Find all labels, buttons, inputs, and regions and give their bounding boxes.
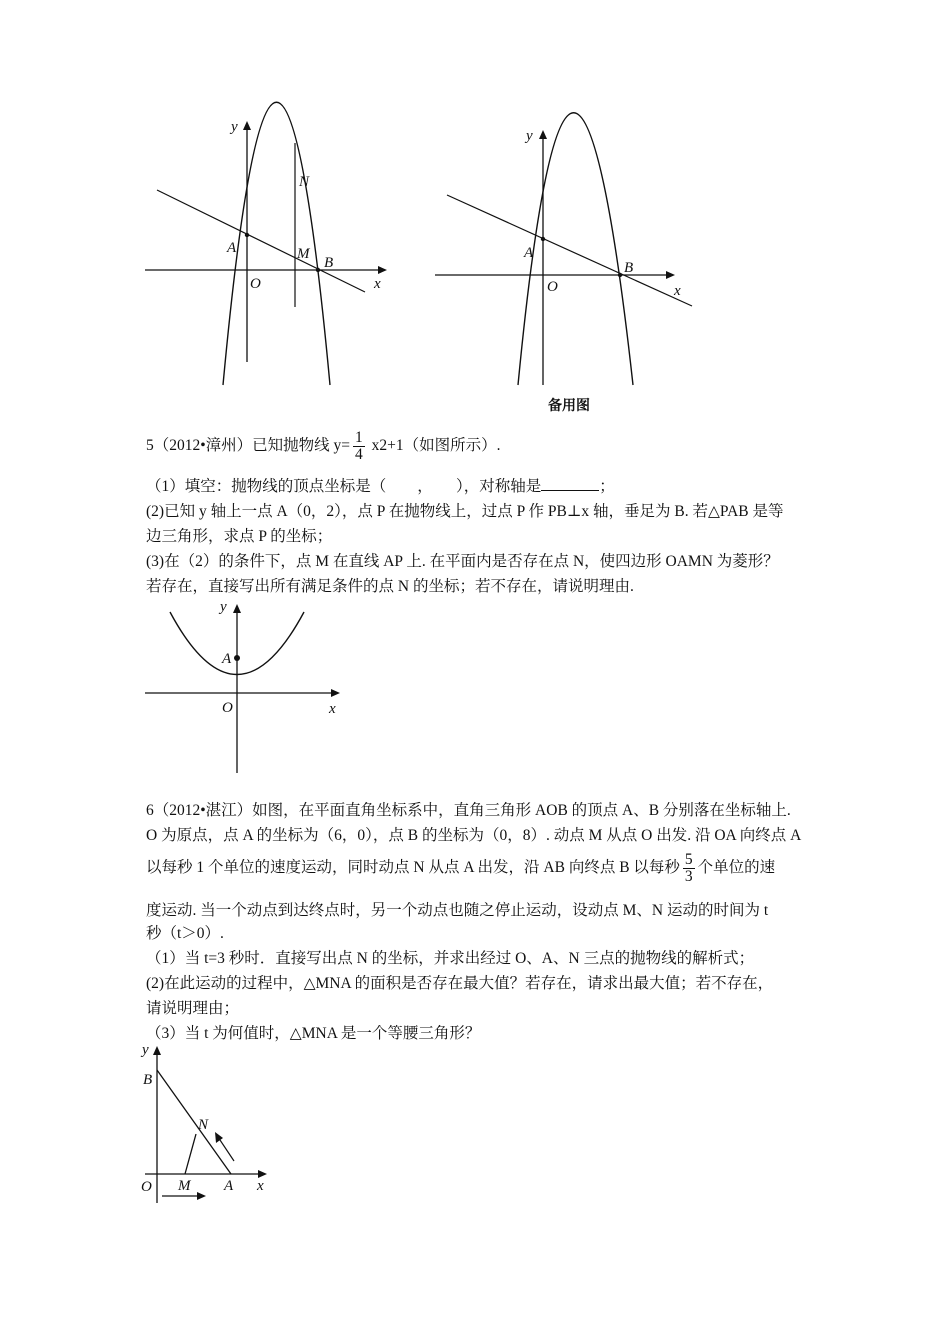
problem5-intro [146,430,501,463]
fig4-y-arrow [153,1046,161,1055]
fig1-x-label: x [374,276,381,292]
fig4-x-label: x [257,1178,264,1194]
fig4-b-label: B [143,1072,153,1088]
fig2-x-arrow [666,271,675,279]
fig4-arrow-n-head [215,1132,223,1143]
fig1-y-label: y [231,119,238,135]
problem5-q1-post: ； [599,478,615,495]
problem6-frac-num: 5 [684,851,693,868]
fig4-a-label: A [224,1178,234,1194]
problem6-q1: （1）当 t=3 秒时．直接写出点 N 的坐标，并求出经过 O、A、N 三点的抛物线的解析式； [146,950,755,967]
problem5-frac-num: 1 [355,429,363,446]
problem6-line3-pre: 以每秒 1 个单位的速度运动，同时动点 N 从点 A 出发，沿 AB 向终点 B 以每秒 [146,859,680,877]
problem5-fraction [353,430,365,463]
problem5-q3-line1: (3)在（2）的条件下，点 M 在直线 AP 上. 在平面内是否存在点 N，使四边形 OAMN 为菱形？ [146,553,779,570]
problem5-q2-line2: 边三角形，求点 P 的坐标； [146,528,333,545]
fig4-segment-ba [157,1070,231,1174]
fig2-y-arrow [539,130,547,139]
fig4-segment-mn [185,1134,196,1174]
fig3-x-arrow [331,689,340,697]
fig2-point-b-dot [618,273,622,277]
fig1-parabola [223,102,330,385]
fig2-b-label: B [624,260,634,276]
fig2-y-label: y [526,128,533,144]
problem6-line3-post: 个单位的速 [697,859,776,877]
fig2-line-ab [447,195,692,306]
fig4-m-label: M [178,1178,191,1194]
fig4-arrow-n-shaft [218,1137,234,1161]
fig4-origin-label: O [141,1179,152,1195]
fig1-n-label: N [299,174,310,190]
fig4-x-arrow [258,1170,267,1178]
fig2-caption: 备用图 [548,397,590,413]
figure-3-parabola [140,595,360,780]
problem6-q2-line2: 请说明理由； [146,1000,240,1017]
fig2-parabola [518,113,633,385]
problem6-frac-den: 3 [684,868,693,885]
problem6-line1: 6（2012•湛江）如图，在平面直角坐标系中，直角三角形 AOB 的顶点 A、B 分别落在坐标轴上. [146,802,791,819]
problem6-line5: 秒（t＞0）. [146,925,224,942]
problem5-q1 [146,474,615,499]
fig1-b-label: B [324,255,334,271]
fig1-origin-label: O [250,276,261,292]
problem6-q3: （3）当 t 为何值时，△MNA 是一个等腰三角形？ [146,1025,481,1042]
fig3-y-label: y [220,599,227,615]
fig4-y-label: y [142,1042,149,1058]
problem6-line2: O 为原点，点 A 的坐标为（6，0），点 B 的坐标为（0，8）. 动点 M 从点 O 出发. 沿 OA 向终点 A [146,827,802,844]
figure-1-parabola-line [140,110,400,395]
fig1-y-arrow [243,121,251,130]
problem6-q2-line1: (2)在此运动的过程中，△MNA 的面积是否存在最大值？若存在，请求出最大值；若不存在， [146,975,774,992]
problem6-fraction [683,852,695,885]
fig3-a-label: A [222,651,232,667]
fig3-y-arrow [233,604,241,613]
fig4-arrow-m-head [197,1192,206,1200]
fig1-a-label: A [227,240,237,256]
problem5-q2-line1: (2)已知 y 轴上一点 A（0，2），点 P 在抛物线上，过点 P 作 PB⊥x 轴，垂足为 B. 若△PAB 是等 [146,503,784,520]
problem5-intro-post: x2+1（如图所示）. [367,437,501,455]
figure-2-backup [430,120,700,420]
problem5-frac-den: 4 [355,446,363,463]
fig4-n-label: N [198,1117,209,1133]
problem5-answer-blank [541,476,599,491]
problem5-q1-pre: （1）填空：抛物线的顶点坐标是（ ， ），对称轴是 [146,478,542,495]
fig2-a-label: A [524,245,534,261]
fig1-point-b-dot [316,268,320,272]
figure-4-triangle [140,1038,280,1208]
fig3-point-a-dot [234,655,240,661]
fig1-line-ab [157,190,365,292]
problem5-intro-pre: 5（2012•漳州）已知抛物线 y= [146,437,351,455]
fig2-origin-label: O [547,279,558,295]
fig3-origin-label: O [222,700,233,716]
fig1-point-a-dot [245,233,249,237]
fig2-point-a-dot [541,237,545,241]
problem5-q3-line2: 若存在，直接写出所有满足条件的点 N 的坐标；若不存在，请说明理由. [146,578,634,595]
fig1-x-arrow [378,266,387,274]
problem6-line4: 度运动. 当一个动点到达终点时，另一个动点也随之停止运动，设动点 M、N 运动的时间为 t [146,902,769,919]
fig1-m-label: M [297,246,310,262]
fig2-x-label: x [674,283,681,299]
problem6-line3 [146,852,775,885]
fig3-x-label: x [329,701,336,717]
